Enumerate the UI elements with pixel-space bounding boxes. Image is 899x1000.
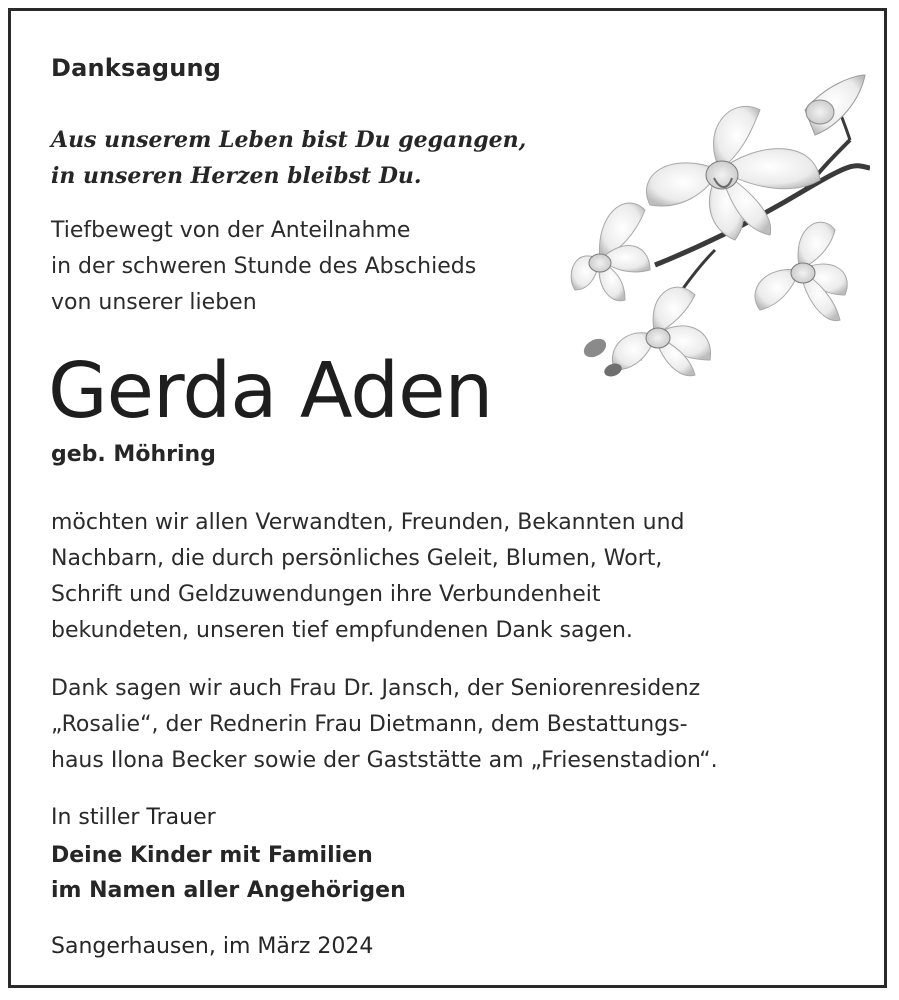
- signer-line-2: im Namen aller Angehörigen: [51, 878, 406, 903]
- deceased-name: Gerda Aden: [48, 347, 493, 436]
- lead-line-3: von unserer lieben: [51, 290, 257, 315]
- motto-line-1: Aus unserem Leben bist Du gegangen,: [51, 127, 527, 153]
- mourning-phrase: In stiller Trauer: [51, 805, 216, 830]
- notice-heading: Danksagung: [51, 54, 222, 82]
- motto-line-2: in unseren Herzen bleibst Du.: [51, 163, 422, 189]
- thanks-line-2: Nachbarn, die durch persönliches Geleit, Blumen, Wort,: [51, 546, 663, 571]
- special-thanks-line-1: Dank sagen wir auch Frau Dr. Jansch, der Seniorenresidenz: [51, 676, 701, 701]
- place-date: Sangerhausen, im März 2024: [51, 934, 374, 959]
- special-thanks-line-2: „Rosalie“, der Rednerin Frau Dietmann, dem Bestattungs-: [51, 712, 688, 737]
- lead-line-1: Tiefbewegt von der Anteilnahme: [51, 218, 411, 243]
- signer-line-1: Deine Kinder mit Familien: [51, 843, 373, 868]
- special-thanks-line-3: haus Ilona Becker sowie der Gaststätte am „Friesenstadion“.: [51, 748, 718, 773]
- maiden-name: geb. Möhring: [51, 442, 216, 467]
- thanks-line-1: möchten wir allen Verwandten, Freunden, Bekannten und: [51, 510, 685, 535]
- lead-line-2: in der schweren Stunde des Abschieds: [51, 254, 477, 279]
- orchid-branch-icon: [565, 70, 870, 390]
- thanks-line-4: bekundeten, unseren tief empfundenen Dank sagen.: [51, 618, 633, 643]
- thanks-line-3: Schrift und Geldzuwendungen ihre Verbundenheit: [51, 582, 601, 607]
